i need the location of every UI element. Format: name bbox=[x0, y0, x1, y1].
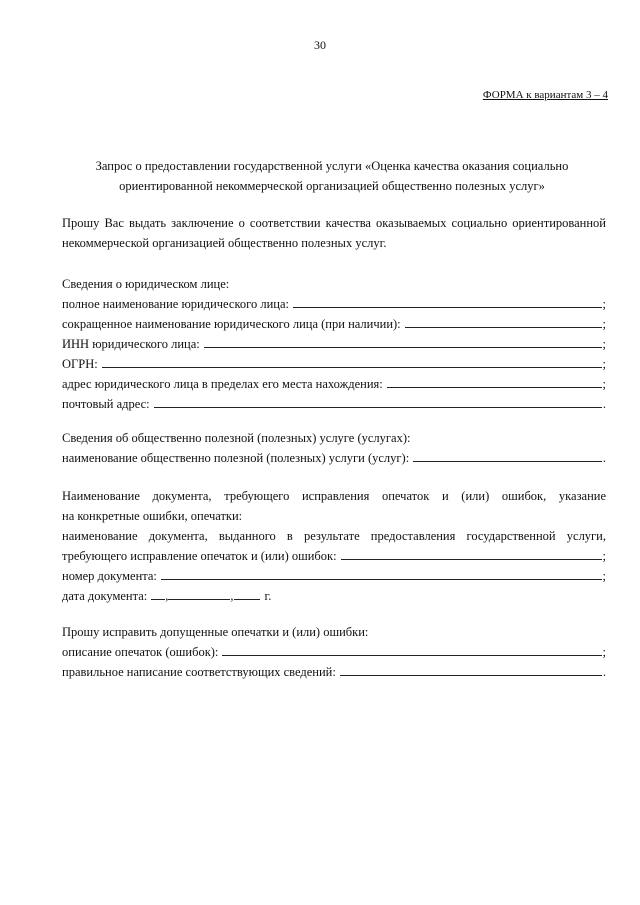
short-name-row: сокращенное наименование юридического лица (при наличии): ; bbox=[62, 314, 606, 334]
field-label: описание опечаток (ошибок): bbox=[62, 645, 219, 659]
field-label: полное наименование юридического лица: bbox=[62, 297, 289, 311]
field-label: ИНН юридического лица: bbox=[62, 337, 200, 351]
section-heading: Прошу исправить допущенные опечатки и (или) ошибки: bbox=[62, 625, 369, 639]
document-number-row: номер документа: ; bbox=[62, 566, 606, 586]
service-section bbox=[62, 428, 606, 468]
document-date-row: дата документа: , , г. bbox=[62, 586, 606, 606]
year-suffix: г. bbox=[264, 589, 272, 603]
field-label: номер документа: bbox=[62, 569, 157, 583]
postal-row: почтовый адрес: . bbox=[62, 394, 606, 414]
document-number-field[interactable] bbox=[161, 566, 602, 580]
legal-entity-section bbox=[62, 274, 606, 414]
service-name-field[interactable] bbox=[413, 448, 602, 462]
section-heading: Наименование документа, требующего исправления опечаток и (или) ошибок, указание bbox=[62, 489, 606, 503]
corrections-section bbox=[62, 622, 606, 682]
short-name-field[interactable] bbox=[405, 314, 602, 328]
ogrn-row: ОГРН: ; bbox=[62, 354, 606, 374]
address-row: адрес юридического лица в пределах его места нахождения: ; bbox=[62, 374, 606, 394]
document-title bbox=[62, 156, 602, 196]
service-name-row: наименование общественно полезной (полезных) услуги (услуг): . bbox=[62, 448, 606, 468]
inn-field[interactable] bbox=[204, 334, 602, 348]
inn-row: ИНН юридического лица: ; bbox=[62, 334, 606, 354]
field-label: адрес юридического лица в пределах его места нахождения: bbox=[62, 377, 383, 391]
field-label: дата документа: bbox=[62, 589, 148, 603]
correct-spelling-row: правильное написание соответствующих сведений: . bbox=[62, 662, 606, 682]
document-name-row: требующего исправление опечаток и (или) ошибок: ; bbox=[62, 546, 606, 566]
field-label: наименование документа, выданного в результате предоставления государственной услуги, bbox=[62, 529, 606, 543]
error-description-field[interactable] bbox=[222, 642, 601, 656]
title-line: Запрос о предоставлении государственной услуги «Оценка качества оказания социально bbox=[95, 159, 569, 173]
section-heading: Сведения об общественно полезной (полезных) услуге (услугах): bbox=[62, 431, 411, 445]
field-label: сокращенное наименование юридического лица (при наличии): bbox=[62, 317, 401, 331]
field-label: почтовый адрес: bbox=[62, 397, 150, 411]
section-heading: на конкретные ошибки, опечатки: bbox=[62, 509, 243, 523]
field-label: требующего исправление опечаток и (или) ошибок: bbox=[62, 549, 337, 563]
request-line: некоммерческой организацией общественно полезных услуг. bbox=[62, 236, 387, 250]
date-month-field[interactable] bbox=[168, 586, 230, 600]
full-name-row: полное наименование юридического лица: ; bbox=[62, 294, 606, 314]
date-day-field[interactable] bbox=[151, 586, 165, 600]
ogrn-field[interactable] bbox=[102, 354, 602, 368]
address-field[interactable] bbox=[387, 374, 602, 388]
document-name-field[interactable] bbox=[341, 546, 602, 560]
title-line: ориентированной некоммерческой организацией общественно полезных услуг» bbox=[119, 179, 545, 193]
request-line: Прошу Вас выдать заключение о соответствии качества оказываемых социально ориентированной bbox=[62, 216, 606, 230]
description-row: описание опечаток (ошибок): ; bbox=[62, 642, 606, 662]
date-year-field[interactable] bbox=[234, 586, 260, 600]
full-name-field[interactable] bbox=[293, 294, 602, 308]
field-label: наименование общественно полезной (полезных) услуги (услуг): bbox=[62, 451, 410, 465]
field-label: ОГРН: bbox=[62, 357, 98, 371]
section-heading: Сведения о юридическом лице: bbox=[62, 277, 230, 291]
field-label: правильное написание соответствующих сведений: bbox=[62, 665, 336, 679]
postal-address-field[interactable] bbox=[154, 394, 602, 408]
correct-spelling-field[interactable] bbox=[340, 662, 602, 676]
form-reference: ФОРМА к вариантам 3 – 4 bbox=[482, 89, 608, 101]
page-number: 30 bbox=[314, 38, 326, 52]
request-paragraph bbox=[62, 213, 606, 253]
document-section bbox=[62, 486, 606, 606]
